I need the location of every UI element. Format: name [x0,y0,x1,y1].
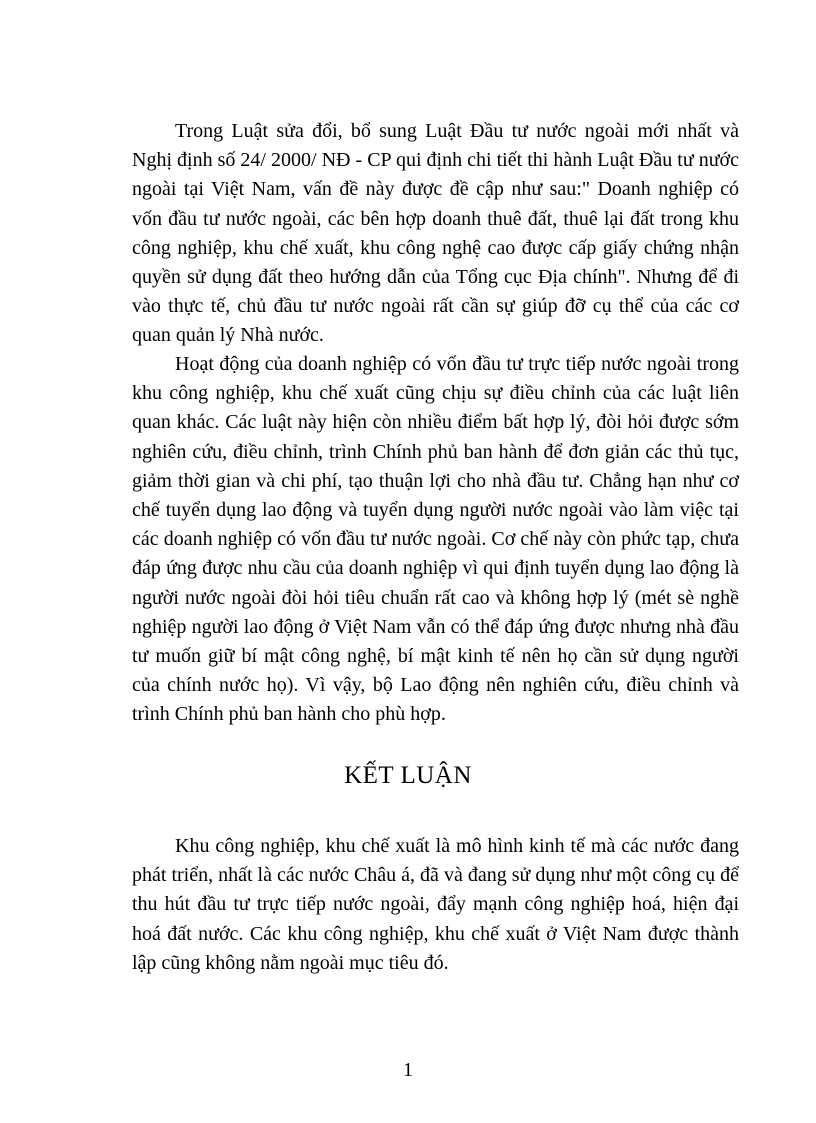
section-heading-conclusion: KẾT LUẬN [344,762,472,789]
conclusion-paragraph: Khu công nghiệp, khu chế xuất là mô hình kinh tế mà các nước đang phát triển, nhất là các nước Châu á, đã và đang sử dụng như một công cụ để thu hút đầu tư trực tiếp nước ngoài, đẩy mạnh công nghiệp hoá, hiện đại hoá đất nước. Các khu công nghiệp, khu chế xuất ở Việt Nam được thành lập cũng không nằm ngoài mục tiêu đó. [132,835,739,974]
body-paragraph-land-use-rights: Trong Luật sửa đổi, bổ sung Luật Đầu tư nước ngoài mới nhất và Nghị định số 24/ 2000/ NĐ - CP qui định chi tiết thi hành Luật Đầu tư nước ngoài tại Việt Nam, vấn đề này được đề cập như sau:" Doanh nghiệp có vốn đầu tư nước ngoài, các bên hợp doanh thuê đất, thuê lại đất trong khu công nghiệp, khu chế xuất, khu công nghệ cao được cấp giấy chứng nhận quyền sử dụng đất theo hướng dẫn của Tổng cục Địa chính". Nhưng để đi vào thực tế, chủ đầu tư nước ngoài rất cần sự giúp đỡ cụ thể của các cơ quan quản lý Nhà nước. [132,120,739,347]
body-paragraph-related-laws: Hoạt động của doanh nghiệp có vốn đầu tư trực tiếp nước ngoài trong khu công nghiệp, khu chế xuất cũng chịu sự điều chỉnh của các luật liên quan khác. Các luật này hiện còn nhiều điểm bất hợp lý, đòi hỏi được sớm nghiên cứu, điều chỉnh, trình Chính phủ ban hành để đơn giản các thủ tục, giảm thời gian và chi phí, tạo thuận lợi cho nhà đầu tư. Chẳng hạn như cơ chế tuyển dụng lao động và tuyển dụng người nước ngoài vào làm việc tại các doanh nghiệp có vốn đầu tư nước ngoài. Cơ chế này còn phức tạp, chưa đáp ứng được nhu cầu của doanh nghiệp vì qui định tuyển dụng lao động là người nước ngoài đòi hỏi tiêu chuẩn rất cao và không hợp lý (mét sè nghề nghiệp người lao động ở Việt Nam vẫn có thể đáp ứng được nhưng nhà đầu tư muốn giữ bí mật công nghệ, bí mật kinh tế nên họ cần sử dụng người của chính nước họ). Vì vậy, bộ Lao động nên nghiên cứu, điều chỉnh và trình Chính phủ ban hành cho phù hợp. [132,353,739,726]
page-number: 1 [403,1059,413,1081]
